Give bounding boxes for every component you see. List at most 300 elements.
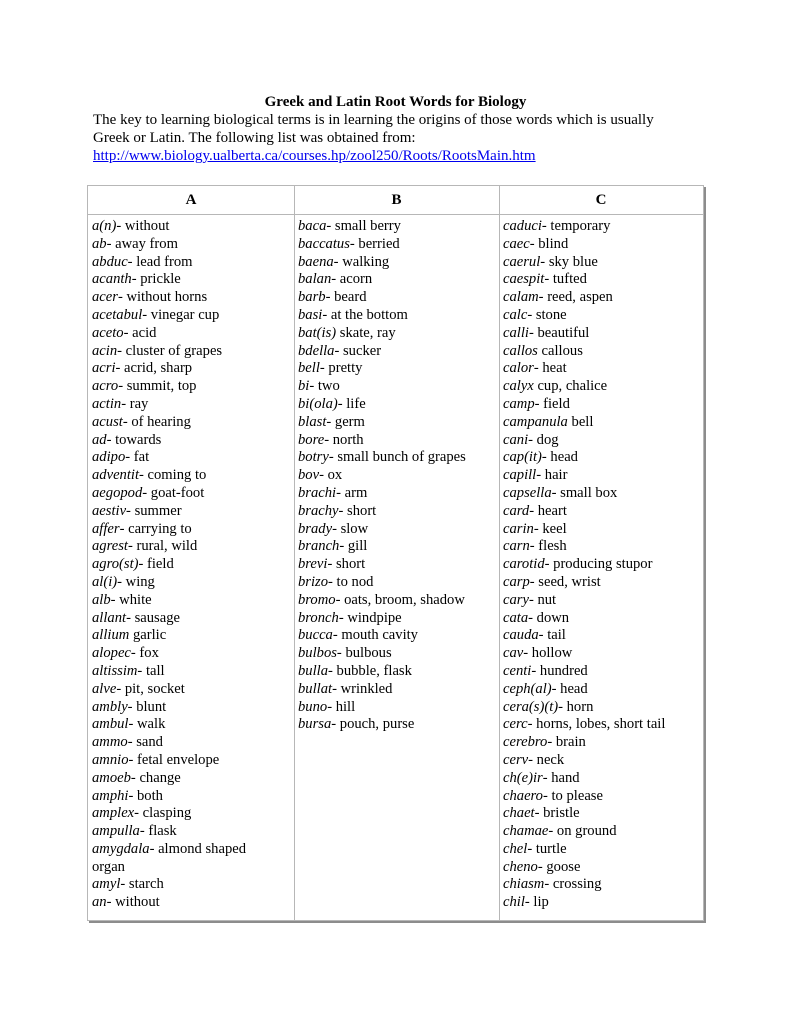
list-item — [92, 360, 294, 378]
root-term: cheno — [503, 858, 538, 875]
root-meaning: carrying to — [128, 520, 192, 537]
root-term: capsella — [503, 484, 552, 501]
root-term: basi — [298, 306, 323, 323]
root-separator: - — [118, 378, 127, 395]
root-term: alopec — [92, 645, 131, 662]
list-item — [92, 805, 294, 823]
list-item — [92, 556, 294, 574]
root-term: ab — [92, 235, 107, 252]
root-meaning: germ — [334, 413, 365, 430]
list-item — [503, 627, 703, 645]
root-meaning: crossing — [552, 876, 602, 893]
root-term: baca — [298, 218, 327, 234]
root-separator: - — [134, 805, 143, 822]
root-separator: - — [528, 591, 538, 608]
root-separator: - — [319, 467, 328, 484]
root-separator: - — [542, 787, 552, 804]
list-item — [92, 645, 294, 663]
root-separator: - — [529, 573, 539, 590]
root-meaning: acrid, sharp — [124, 360, 193, 377]
root-meaning: summer — [134, 502, 182, 519]
root-separator: - — [528, 431, 537, 448]
list-item — [298, 254, 499, 272]
root-term: chamae — [503, 823, 549, 840]
root-separator: - — [331, 716, 340, 733]
root-meaning: without — [124, 218, 170, 234]
root-separator: - — [125, 449, 134, 466]
root-meaning: of hearing — [131, 413, 191, 430]
root-meaning: seed, wrist — [538, 573, 601, 590]
list-item — [503, 752, 703, 770]
root-term: cauda — [503, 627, 539, 644]
root-separator: - — [333, 253, 343, 270]
root-separator: - — [117, 289, 127, 306]
list-item — [298, 521, 499, 539]
root-term: bullat — [298, 680, 333, 697]
root-meaning: bristle — [543, 805, 580, 822]
root-term: chiasm — [503, 876, 545, 893]
root-meaning: both — [137, 787, 163, 804]
list-item — [503, 218, 703, 236]
root-separator: - — [544, 556, 554, 573]
list-item — [298, 592, 499, 610]
list-item — [503, 307, 703, 325]
root-term: bucca — [298, 627, 333, 644]
root-term: cary — [503, 591, 529, 608]
root-separator: - — [337, 395, 347, 412]
root-term: cerc — [503, 716, 528, 733]
root-meaning: tufted — [552, 271, 587, 288]
root-term: aceto — [92, 324, 124, 341]
root-term: brachi — [298, 484, 337, 501]
list-item — [298, 449, 499, 467]
root-separator: - — [534, 805, 544, 822]
root-term: acri — [92, 360, 116, 377]
root-term: amyl — [92, 876, 121, 893]
list-item — [298, 325, 499, 343]
root-term: bore — [298, 431, 325, 448]
root-separator: - — [130, 769, 140, 786]
list-item — [298, 610, 499, 628]
root-meaning: north — [332, 431, 364, 448]
root-term: camp — [503, 395, 535, 412]
root-separator: - — [540, 253, 549, 270]
list-item — [92, 271, 294, 289]
root-separator: - — [547, 734, 556, 751]
root-separator: - — [106, 235, 116, 252]
root-separator: - — [527, 840, 536, 857]
root-separator: - — [127, 698, 137, 715]
root-term: callos — [503, 342, 538, 359]
root-separator: - — [558, 698, 567, 715]
root-term: aestiv — [92, 502, 127, 519]
root-term: bulla — [298, 662, 328, 679]
list-item — [503, 378, 703, 396]
column-header-c: C — [499, 186, 703, 215]
root-separator: - — [528, 609, 537, 626]
root-separator: - — [538, 627, 548, 644]
root-term: an — [92, 894, 107, 911]
root-meaning: fat — [133, 449, 150, 466]
root-separator: - — [121, 395, 130, 412]
root-meaning: slow — [340, 520, 369, 537]
root-meaning: gill — [347, 538, 368, 555]
page-title: Greek and Latin Root Words for Biology — [264, 94, 527, 110]
root-term: ambly — [92, 698, 128, 715]
root-term: ceph(al) — [503, 680, 552, 697]
column-b-list — [294, 215, 499, 920]
root-separator: - — [548, 823, 557, 840]
root-separator: - — [324, 431, 333, 448]
list-item — [503, 521, 703, 539]
root-separator: - — [544, 876, 553, 893]
root-term: bursa — [298, 716, 332, 733]
list-item — [298, 627, 499, 645]
root-meaning: pit, socket — [124, 680, 185, 697]
root-term: allium — [92, 627, 130, 644]
root-meaning: tail — [547, 627, 566, 644]
list-item — [503, 734, 703, 752]
root-meaning: windpipe — [347, 609, 402, 626]
root-meaning: pretty — [328, 360, 363, 377]
list-item — [503, 467, 703, 485]
root-separator: - — [128, 751, 137, 768]
root-meaning: towards — [115, 431, 162, 448]
root-term: brevi — [298, 556, 328, 573]
root-term: amphi — [92, 787, 129, 804]
root-term: alb — [92, 591, 111, 608]
root-meaning: acorn — [339, 271, 373, 288]
root-meaning: bubble, flask — [336, 662, 412, 679]
intro-paragraph — [93, 111, 693, 165]
root-meaning: horns, lobes, short tail — [536, 716, 666, 733]
list-item — [503, 592, 703, 610]
root-term: cerebro — [503, 734, 548, 751]
root-meaning: sky blue — [548, 253, 598, 270]
root-term: carp — [503, 573, 530, 590]
root-meaning: stone — [535, 306, 567, 323]
root-term: aegopod — [92, 484, 143, 501]
list-item — [503, 503, 703, 521]
root-term: branch — [298, 538, 340, 555]
root-meaning: berried — [358, 235, 400, 252]
root-separator: - — [528, 751, 537, 768]
root-separator: - — [339, 538, 348, 555]
root-meaning: on ground — [556, 823, 617, 840]
root-meaning: vinegar cup — [150, 306, 220, 323]
root-meaning: almond shaped — [158, 840, 247, 857]
list-item — [298, 556, 499, 574]
root-term: brizo — [298, 573, 329, 590]
root-meaning: goose — [546, 858, 581, 875]
list-item — [503, 414, 703, 432]
list-item — [92, 432, 294, 450]
list-item — [298, 503, 499, 521]
root-meaning: reed, aspen — [547, 289, 613, 306]
root-separator: - — [533, 520, 543, 537]
list-item — [298, 236, 499, 254]
root-separator: - — [142, 484, 151, 501]
root-meaning: starch — [128, 876, 164, 893]
list-item — [92, 503, 294, 521]
list-item — [92, 681, 294, 699]
list-item — [503, 254, 703, 272]
root-term: amoeb — [92, 769, 131, 786]
root-separator: - — [137, 662, 146, 679]
list-item — [503, 556, 703, 574]
list-item — [92, 770, 294, 788]
root-separator: - — [110, 591, 120, 608]
list-item — [298, 467, 499, 485]
root-term: calor — [503, 360, 534, 377]
root-separator: - — [327, 698, 336, 715]
root-term: chil — [503, 894, 525, 911]
root-term: cani — [503, 431, 529, 448]
root-meaning: acid — [132, 324, 157, 341]
root-meaning: without horns — [126, 289, 208, 306]
root-separator: - — [149, 840, 159, 857]
list-item — [503, 360, 703, 378]
list-item — [503, 538, 703, 556]
list-item — [503, 432, 703, 450]
root-meaning: head — [560, 680, 588, 697]
list-item — [503, 788, 703, 806]
root-term: acanth — [92, 271, 132, 288]
root-term: carotid — [503, 556, 545, 573]
root-term: bat(is) — [298, 324, 337, 341]
root-separator: - — [131, 271, 141, 288]
root-meaning: turtle — [535, 840, 567, 857]
root-separator: - — [309, 378, 318, 395]
list-item — [298, 485, 499, 503]
root-separator: - — [334, 342, 343, 359]
root-term: cerv — [503, 751, 529, 768]
list-item — [503, 894, 703, 912]
root-meaning: to nod — [336, 573, 374, 590]
root-meaning: hill — [335, 698, 356, 715]
root-meaning: walking — [342, 253, 390, 270]
list-item — [92, 841, 294, 859]
list-item — [92, 254, 294, 272]
list-item — [298, 645, 499, 663]
root-separator: - — [126, 502, 135, 519]
root-meaning: short — [347, 502, 377, 519]
root-meaning: bulbous — [345, 645, 392, 662]
root-separator: - — [551, 484, 561, 501]
root-term: adventit — [92, 467, 140, 484]
list-item — [503, 396, 703, 414]
root-meaning: sand — [136, 734, 163, 751]
root-meaning: lip — [533, 894, 549, 911]
list-item — [503, 663, 703, 681]
root-separator: - — [529, 538, 539, 555]
column-a-list — [88, 215, 294, 920]
root-meaning: summit, top — [126, 378, 197, 395]
list-item — [503, 574, 703, 592]
list-item — [298, 432, 499, 450]
root-term: caduci — [503, 218, 542, 234]
root-separator: - — [130, 645, 140, 662]
list-item — [503, 485, 703, 503]
root-term: brachy — [298, 502, 339, 519]
list-item — [92, 467, 294, 485]
root-meaning: life — [346, 395, 366, 412]
root-term: brady — [298, 520, 333, 537]
root-meaning: fetal envelope — [137, 751, 220, 768]
root-term: bell — [298, 360, 320, 377]
list-item — [92, 236, 294, 254]
root-term: cav — [503, 645, 524, 662]
root-term: caespit — [503, 271, 545, 288]
list-item — [298, 699, 499, 717]
root-meaning: fox — [139, 645, 159, 662]
root-meaning: garlic — [132, 627, 167, 644]
list-item — [503, 770, 703, 788]
root-term: centi — [503, 662, 532, 679]
root-meaning: hand — [551, 769, 580, 786]
root-meaning: head — [550, 449, 578, 466]
root-separator: - — [533, 360, 543, 377]
list-item — [503, 325, 703, 343]
list-item — [298, 360, 499, 378]
root-meaning: two — [317, 378, 340, 395]
root-separator: - — [537, 858, 547, 875]
root-meaning: arm — [344, 484, 368, 501]
root-meaning: hundred — [539, 662, 588, 679]
root-separator: - — [115, 360, 125, 377]
list-item — [298, 218, 499, 236]
root-meaning: cup, chalice — [537, 378, 608, 395]
list-item — [92, 894, 294, 912]
root-separator: - — [322, 306, 331, 323]
list-item — [298, 574, 499, 592]
root-meaning: tall — [145, 662, 165, 679]
root-term: bi — [298, 378, 310, 395]
root-term: caerul — [503, 253, 541, 270]
root-meaning: walk — [137, 716, 166, 733]
list-item — [503, 681, 703, 699]
root-term: ch(e)ir — [503, 769, 543, 786]
root-meaning: flesh — [538, 538, 567, 555]
root-term: bdella — [298, 342, 335, 359]
root-term: altissim — [92, 662, 138, 679]
root-separator: - — [527, 716, 537, 733]
root-separator: - — [326, 218, 335, 234]
list-item — [298, 538, 499, 556]
root-term: calc — [503, 306, 528, 323]
root-meaning: cluster of grapes — [125, 342, 223, 359]
root-term: ampulla — [92, 823, 140, 840]
root-words-table — [87, 185, 704, 921]
root-term: actin — [92, 395, 122, 412]
list-item — [503, 823, 703, 841]
list-item — [92, 876, 294, 894]
root-separator: - — [117, 573, 126, 590]
root-term: caec — [503, 235, 530, 252]
list-item — [92, 378, 294, 396]
root-term: blast — [298, 413, 327, 430]
root-meaning: callous — [541, 342, 583, 359]
root-meaning: skate, ray — [339, 324, 396, 341]
root-meaning: coming to — [147, 467, 207, 484]
list-item — [503, 343, 703, 361]
root-meaning: change — [139, 769, 181, 786]
root-meaning: prickle — [140, 271, 181, 288]
root-term: amplex — [92, 805, 135, 822]
root-meaning: neck — [536, 751, 565, 768]
root-separator: - — [551, 680, 561, 697]
root-separator: - — [328, 573, 337, 590]
root-term: agro(st) — [92, 556, 139, 573]
root-meaning: without — [115, 894, 160, 911]
root-term: adipo — [92, 449, 126, 466]
list-item — [298, 396, 499, 414]
root-meaning: organ — [92, 858, 125, 875]
list-item — [503, 645, 703, 663]
root-separator: - — [127, 253, 137, 270]
root-meaning: wrinkled — [340, 680, 393, 697]
root-term: amygdala — [92, 840, 150, 857]
list-item — [503, 859, 703, 877]
root-meaning: oats, broom, shadow — [344, 591, 465, 608]
root-term: acer — [92, 289, 118, 306]
root-meaning: sausage — [134, 609, 180, 626]
root-meaning: down — [536, 609, 570, 626]
root-term: acro — [92, 378, 119, 395]
root-term: bov — [298, 467, 320, 484]
root-meaning: producing stupor — [553, 556, 653, 573]
root-separator: - — [529, 235, 539, 252]
root-meaning: small berry — [334, 218, 401, 234]
root-term: calli — [503, 324, 529, 341]
list-item — [92, 699, 294, 717]
root-separator: - — [139, 823, 149, 840]
list-item — [92, 823, 294, 841]
root-meaning: mouth cavity — [341, 627, 418, 644]
column-header-b: B — [294, 186, 499, 215]
root-meaning: white — [119, 591, 152, 608]
list-item — [92, 414, 294, 432]
list-item — [298, 378, 499, 396]
root-meaning: small bunch of grapes — [337, 449, 466, 466]
root-separator: - — [127, 538, 137, 555]
root-separator: - — [524, 894, 534, 911]
root-separator: - — [536, 467, 545, 484]
root-separator: - — [117, 342, 126, 359]
root-separator: - — [138, 556, 147, 573]
root-term: campanula — [503, 413, 568, 430]
root-meaning: keel — [542, 520, 567, 537]
root-term: baena — [298, 253, 334, 270]
root-separator: - — [528, 324, 538, 341]
source-link[interactable]: http://www.biology.ualberta.ca/courses.hp/zool250/Roots/RootsMain.htm — [93, 148, 536, 164]
root-separator: - — [538, 289, 548, 306]
list-item — [92, 859, 294, 877]
root-separator: - — [338, 609, 348, 626]
list-item — [92, 592, 294, 610]
root-term: amnio — [92, 751, 129, 768]
root-separator: - — [336, 645, 346, 662]
root-separator: - — [541, 449, 551, 466]
root-separator: - — [319, 360, 329, 377]
root-term: chaet — [503, 805, 535, 822]
root-separator: - — [106, 431, 116, 448]
root-separator: - — [326, 413, 335, 430]
root-meaning: wing — [125, 573, 155, 590]
list-item — [92, 627, 294, 645]
list-item — [92, 396, 294, 414]
root-term: card — [503, 502, 530, 519]
